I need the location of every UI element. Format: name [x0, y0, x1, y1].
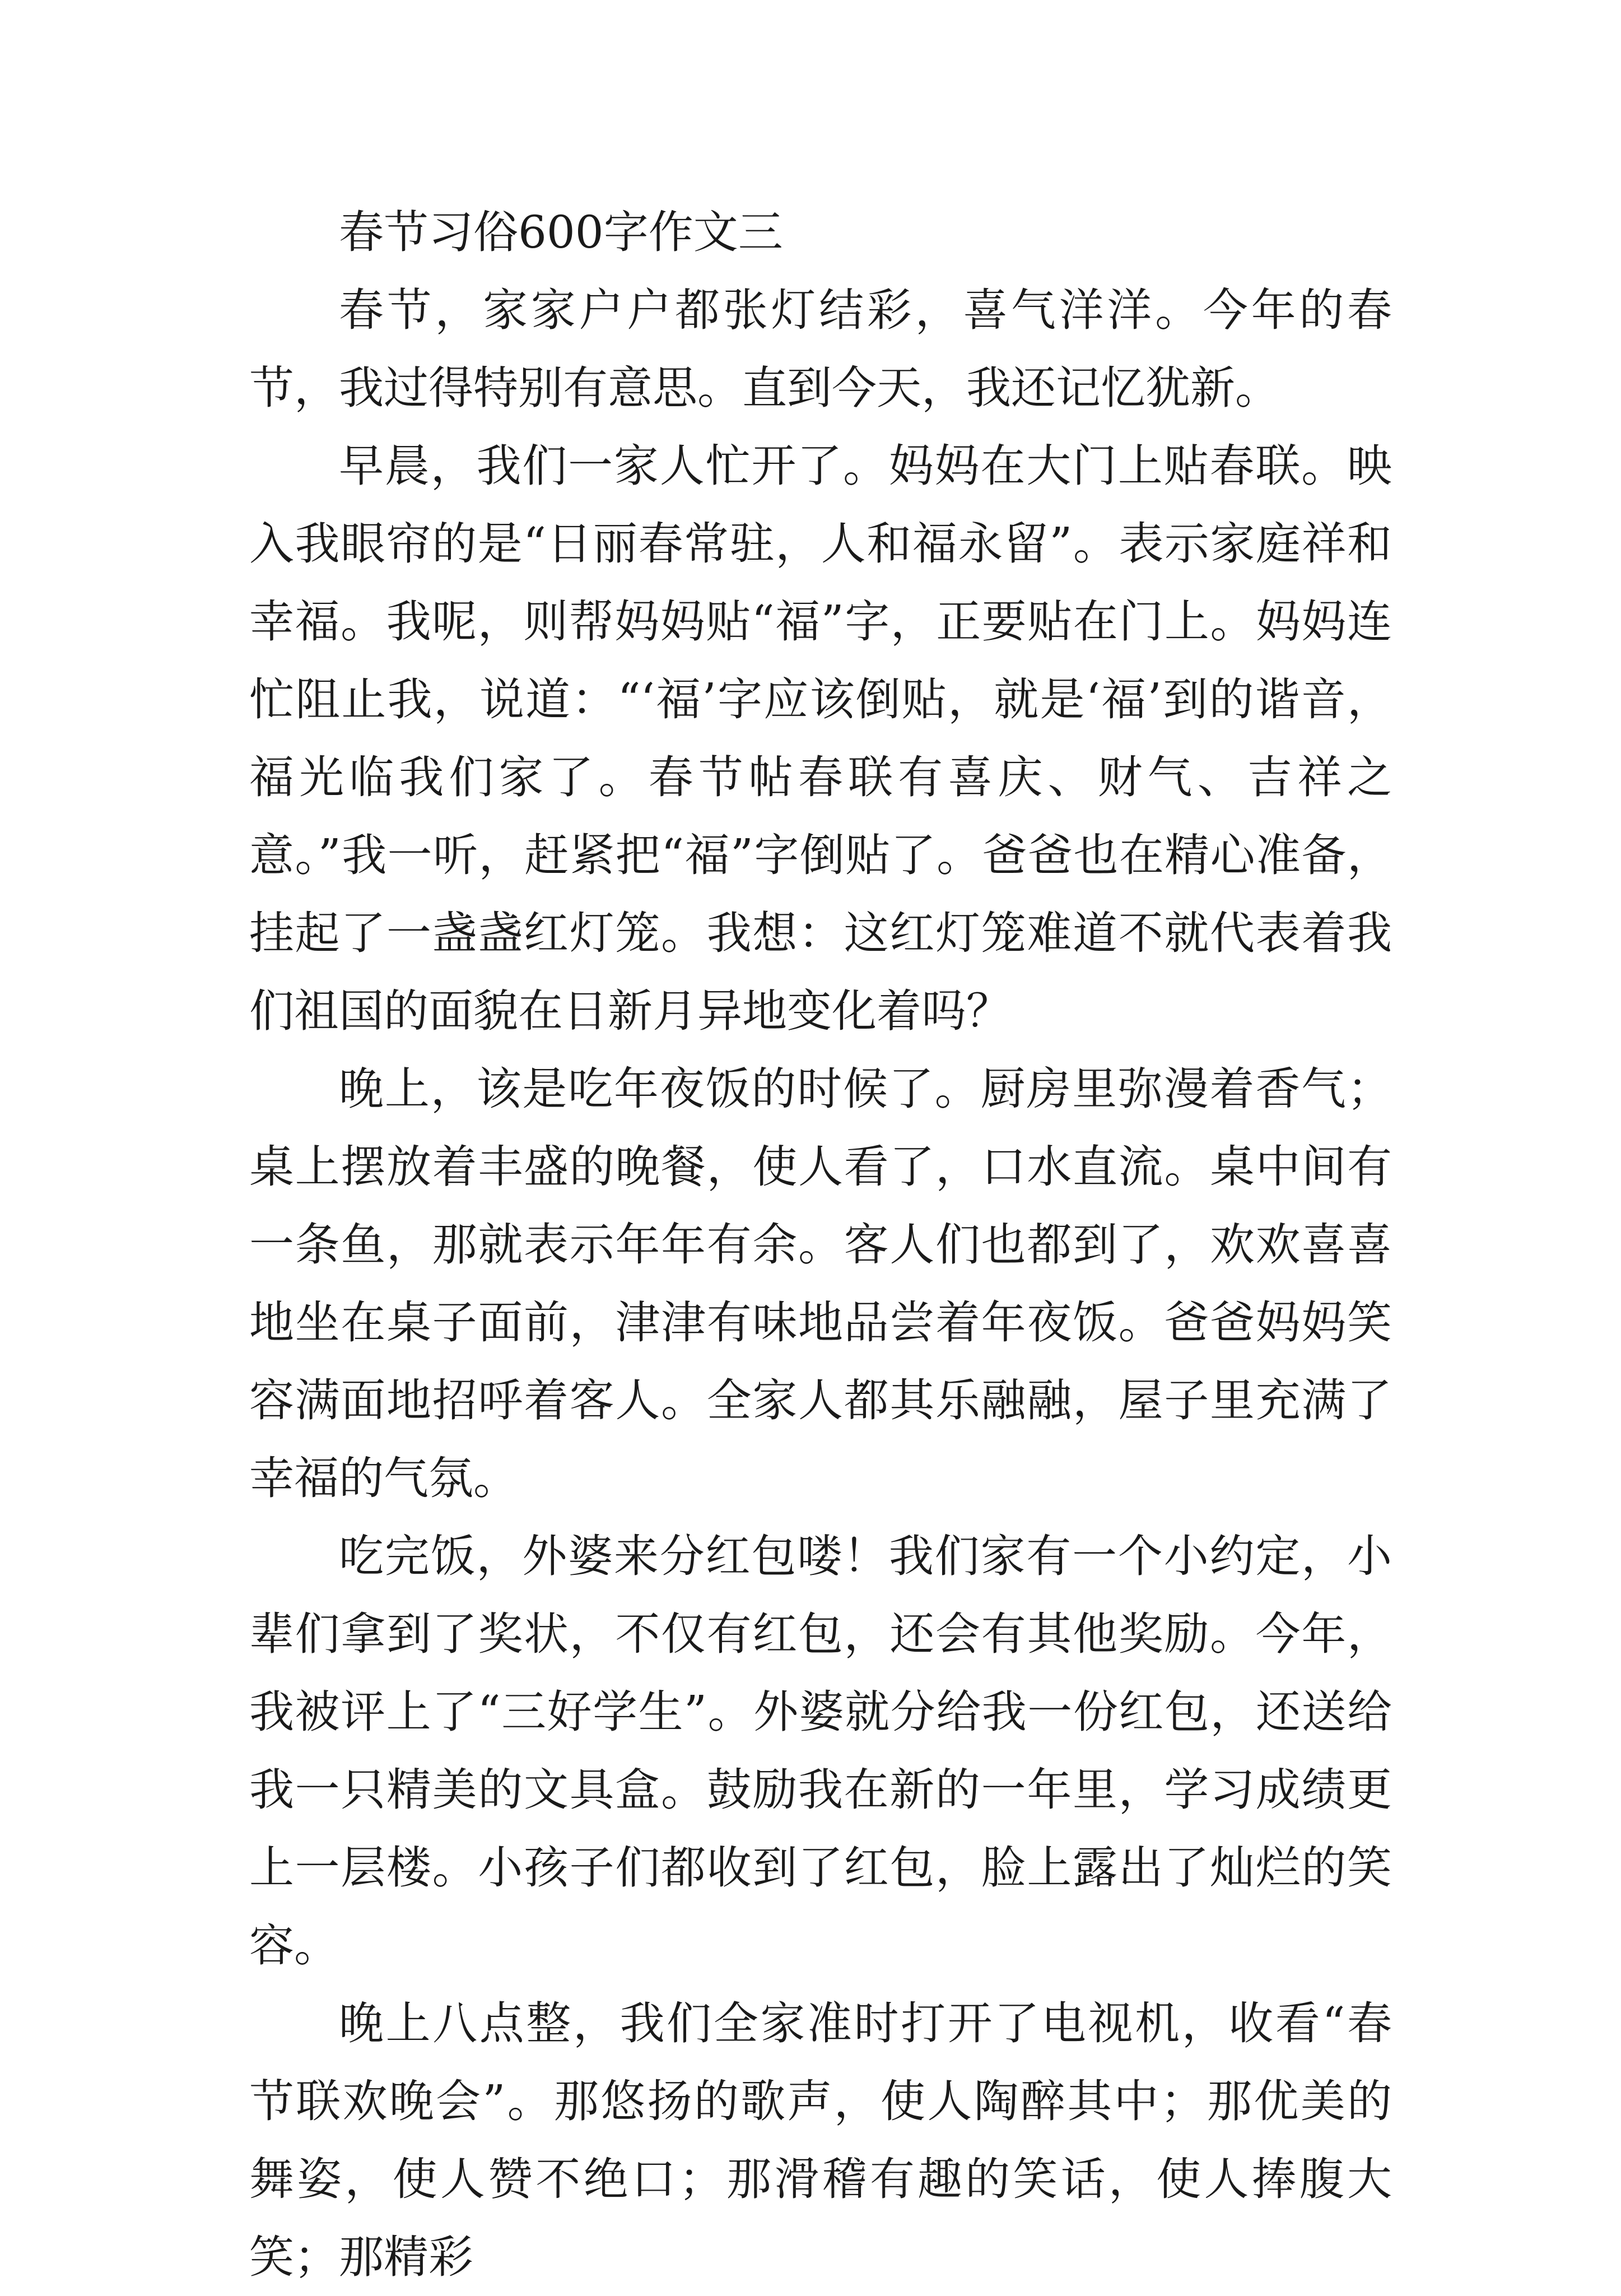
document-body	[249, 193, 1392, 2296]
paragraph-5: 晚上八点整，我们全家准时打开了电视机，收看“春节联欢晚会”。那悠扬的歌声，使人陶醉其中；那优美的舞姿，使人赞不绝口；那滑稽有趣的笑话，使人捧腹大笑；那精彩	[249, 1997, 1392, 2283]
paragraph-2: 早晨，我们一家人忙开了。妈妈在大门上贴春联。映入我眼帘的是“日丽春常驻，人和福永留”。表示家庭祥和幸福。我呢，则帮妈妈贴“福”字，正要贴在门上。妈妈连忙阻止我，说道：“‘福’字应该倒贴，就是‘福’到的谐音，福光临我们家了。春节帖春联有喜庆、财气、吉祥之意。”我一听，赶紧把“福”字倒贴了。爸爸也在精心准备，挂起了一盏盏红灯笼。我想：这红灯笼难道不就代表着我们祖国的面貌在日新月异地变化着吗？	[249, 440, 1392, 1037]
paragraph-4: 吃完饭，外婆来分红包喽！我们家有一个小约定，小辈们拿到了奖状，不仅有红包，还会有其他奖励。今年，我被评上了“三好学生”。外婆就分给我一份红包，还送给我一只精美的文具盒。鼓励我在新的一年里，学习成绩更上一层楼。小孩子们都收到了红包，脸上露出了灿烂的笑容。	[249, 1530, 1392, 1972]
paragraph-1: 春节，家家户户都张灯结彩，喜气洋洋。今年的春节，我过得特别有意思。直到今天，我还记忆犹新。	[249, 284, 1392, 414]
essay-title: 春节习俗600字作文三	[339, 206, 783, 258]
paragraph-3: 晚上，该是吃年夜饭的时候了。厨房里弥漫着香气；桌上摆放着丰盛的晚餐，使人看了，口水直流。桌中间有一条鱼，那就表示年年有余。客人们也都到了，欢欢喜喜地坐在桌子面前，津津有味地品尝着年夜饭。爸爸妈妈笑容满面地招呼着客人。全家人都其乐融融，屋子里充满了幸福的气氛。	[249, 1063, 1392, 1504]
